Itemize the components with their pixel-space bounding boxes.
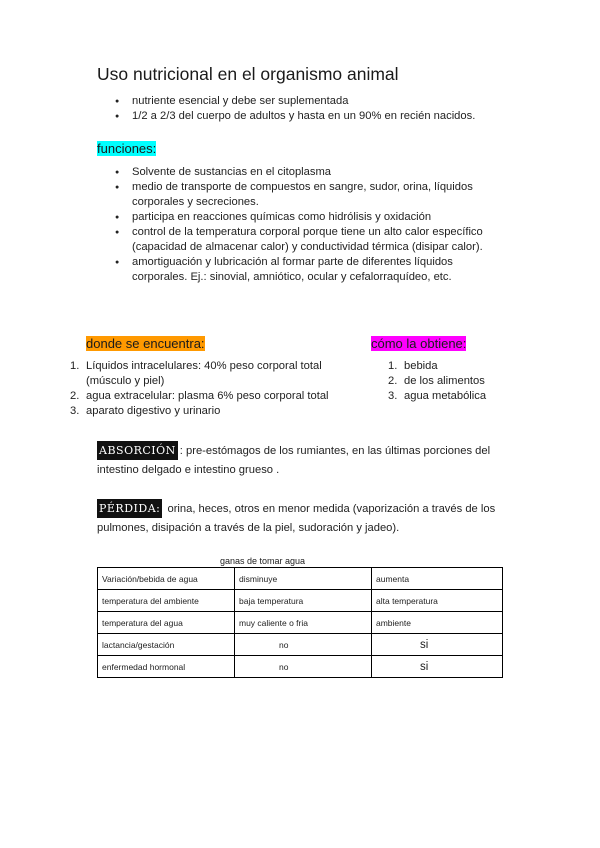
absorcion-tag: ABSORCIÓN: [97, 441, 178, 460]
list-item: ● 1/2 a 2/3 del cuerpo de adultos y hasta en un 90% en recién nacidos.: [115, 109, 515, 124]
table-header-row: [98, 568, 503, 590]
list-item: 1. Líquidos intracelulares: 40% peso corporal total (músculo y piel): [70, 360, 322, 387]
perdida-tag: PÉRDIDA:: [97, 499, 162, 518]
list-item: ● nutriente esencial y debe ser suplementada: [115, 94, 515, 109]
donde-list: [70, 359, 355, 419]
list-item: 2. de los alimentos: [388, 375, 485, 387]
table-cell: muy caliente o fria: [235, 612, 372, 634]
perdida-paragraph: PÉRDIDA: orina, heces, otros en menor medida (vaporización a través de los pulmones, disipación a través de la piel, sudoración y jadeo).: [97, 499, 497, 538]
list-item: 3. agua metabólica: [388, 390, 487, 402]
table-cell: no: [235, 634, 372, 656]
list-item: 1. bebida: [388, 360, 438, 372]
water-table: [97, 567, 503, 678]
table-row: [98, 634, 503, 656]
como-heading: cómo la obtiene:: [371, 336, 467, 351]
list-item: 3. aparato digestivo y urinario: [70, 405, 221, 417]
table-cell: no: [235, 656, 372, 678]
donde-heading: donde se encuentra:: [86, 336, 205, 351]
list-item: ● participa en reacciones químicas como hidrólisis y oxidación: [115, 210, 500, 225]
table-cell: aumenta: [372, 568, 503, 590]
table-cell: alta temperatura: [372, 590, 503, 612]
list-item: ● amortiguación y lubricación al formar parte de diferentes líquidos corporales. Ej.: sinovial, amniótico, ocular y cefalorraquídeo, etc.: [115, 255, 500, 285]
table-row: [98, 656, 503, 678]
table-cell: ambiente: [372, 612, 503, 634]
table-cell: baja temperatura: [235, 590, 372, 612]
absorcion-paragraph: ABSORCIÓN : pre-estómagos de los rumiantes, en las últimas porciones del intestino delgado e intestino grueso .: [97, 441, 497, 480]
table-caption: ganas de tomar agua: [220, 556, 306, 566]
list-item: 2. agua extracelular: plasma 6% peso corporal total: [70, 390, 329, 402]
funciones-heading: funciones:: [97, 141, 157, 156]
table-row: [98, 612, 503, 634]
table-row: [98, 590, 503, 612]
table-cell: temperatura del agua: [98, 612, 235, 634]
list-item: ● control de la temperatura corporal porque tiene un alto calor específico (capacidad de almacenar calor) y conductividad térmica (disipar calor).: [115, 225, 500, 255]
list-item: ● Solvente de sustancias en el citoplasma: [115, 165, 500, 180]
table-cell: disminuye: [235, 568, 372, 590]
list-item: ● medio de transporte de compuestos en sangre, sudor, orina, líquidos corporales y secreciones.: [115, 180, 500, 210]
table-cell: si: [372, 656, 503, 678]
table-cell: enfermedad hormonal: [98, 656, 235, 678]
table-cell: si: [372, 634, 503, 656]
table-cell: Variación/bebida de agua: [98, 568, 235, 590]
page-title: Uso nutricional en el organismo animal: [97, 64, 399, 84]
funciones-list: [115, 165, 500, 285]
table-cell: lactancia/gestación: [98, 634, 235, 656]
table-cell: temperatura del ambiente: [98, 590, 235, 612]
como-list: [388, 359, 528, 404]
intro-list: [115, 94, 515, 124]
